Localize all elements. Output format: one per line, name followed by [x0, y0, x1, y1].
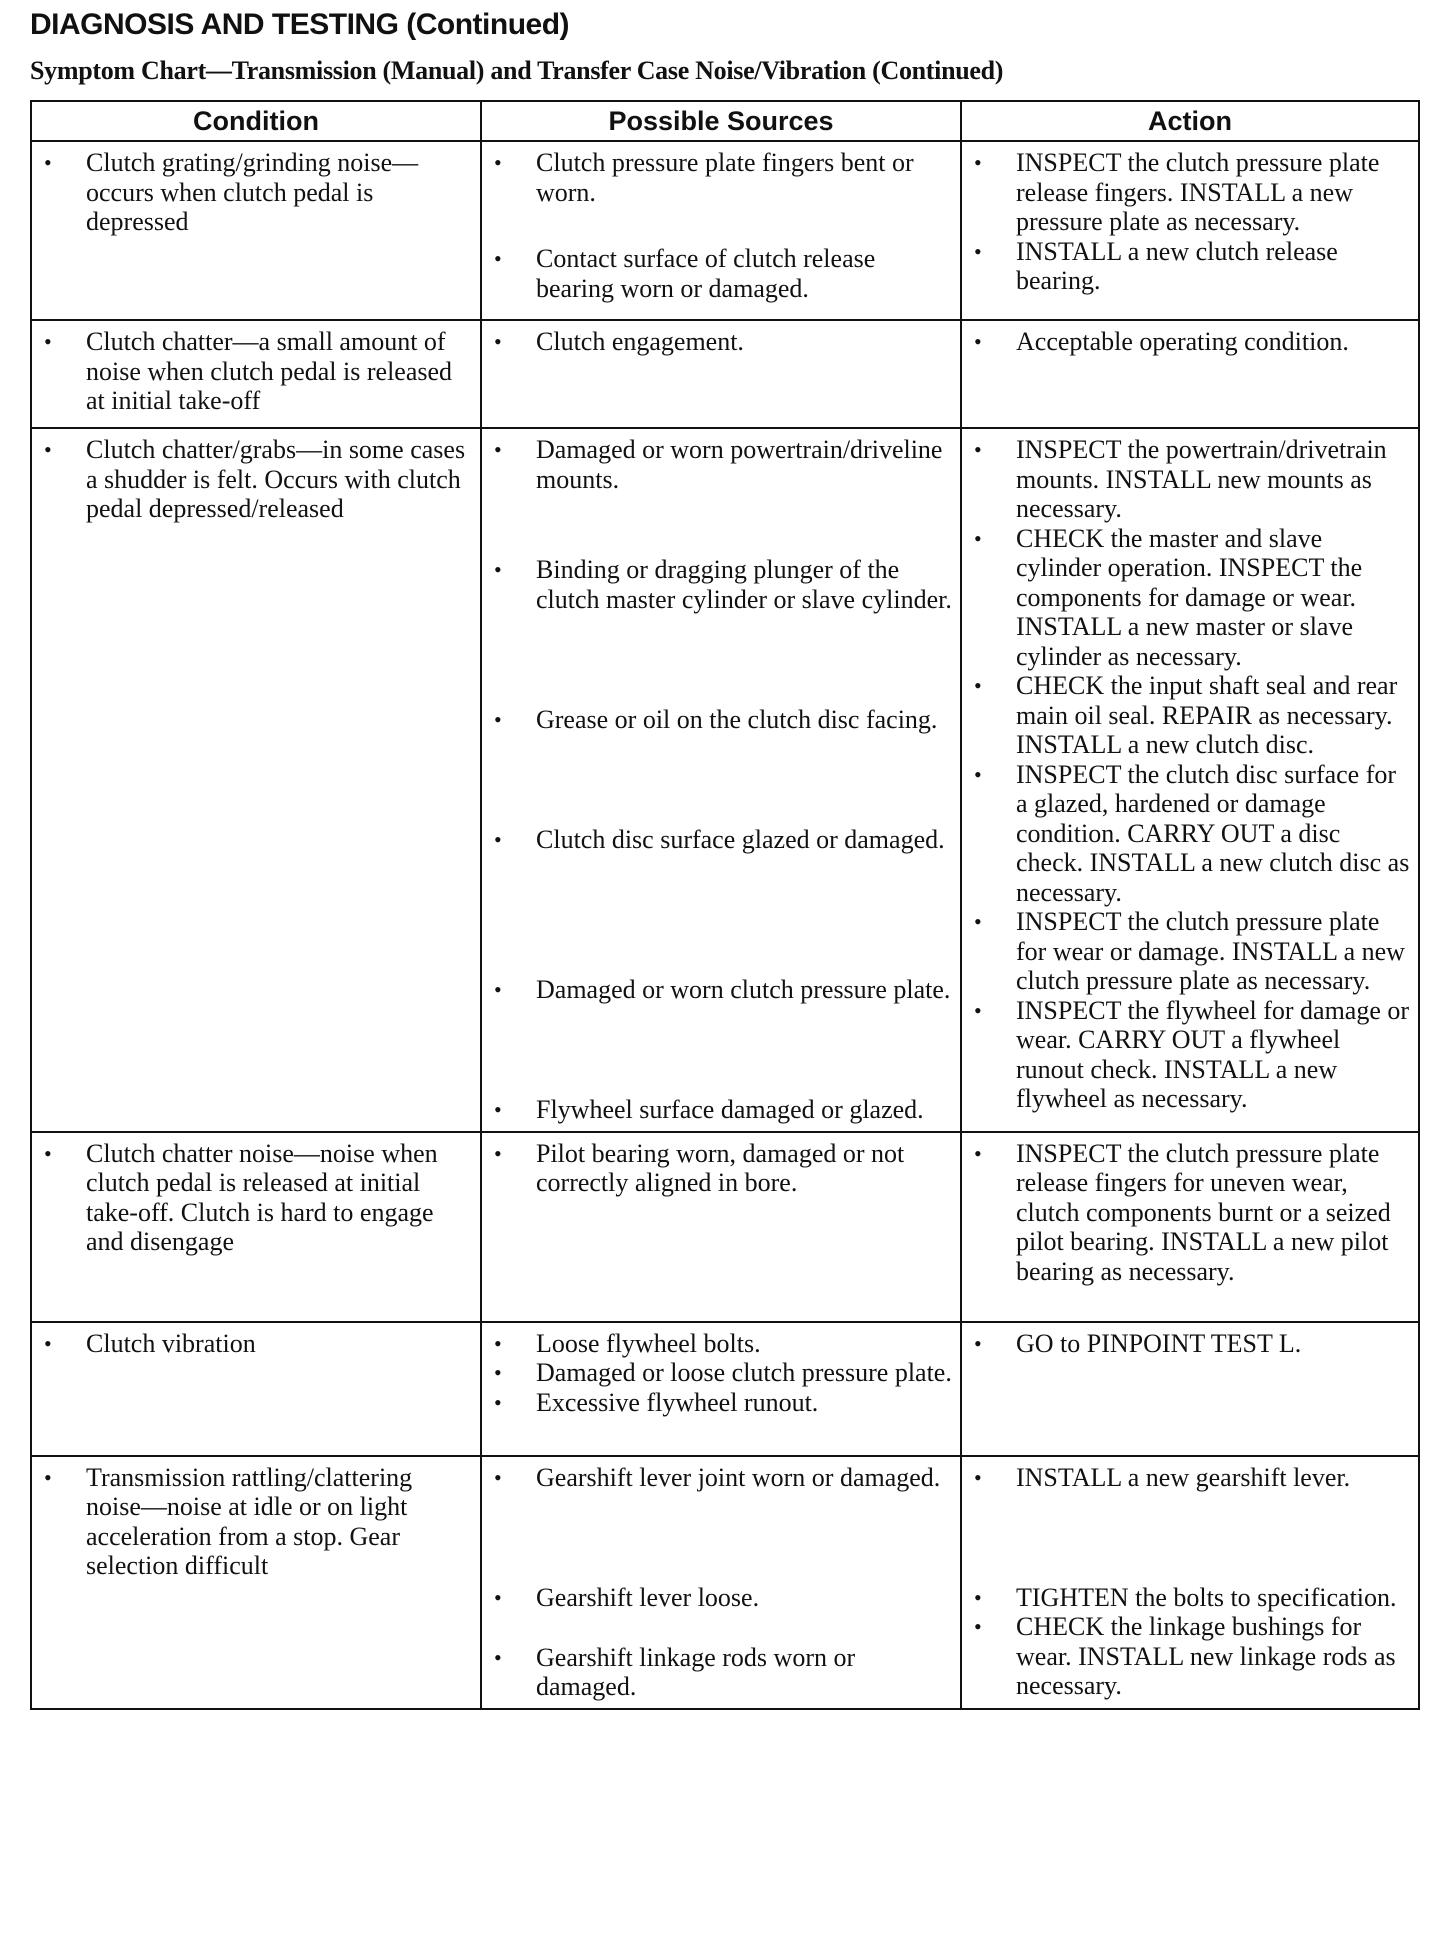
table-row: [31, 320, 1419, 428]
table-row: [31, 1456, 1419, 1709]
sources-cell: [481, 1322, 961, 1456]
action-item: • CHECK the master and slave cylinder operation. INSPECT the components for damage or wear. INSTALL a new master or slave cylinder as necessary.: [970, 524, 1410, 672]
action-item: • Acceptable operating condition.: [970, 327, 1410, 357]
condition-cell: [31, 1456, 481, 1709]
condition-cell: [31, 141, 481, 320]
sources-cell: [481, 1456, 961, 1709]
action-cell: [961, 320, 1419, 428]
source-item: • Damaged or loose clutch pressure plate.: [490, 1358, 952, 1388]
action-item: • INSPECT the clutch pressure plate for wear or damage. INSTALL a new clutch pressure plate as necessary.: [970, 907, 1410, 996]
source-item: • Gearshift lever joint worn or damaged.: [490, 1463, 952, 1583]
action-item: • INSPECT the flywheel for damage or wear. CARRY OUT a flywheel runout check. INSTALL a new flywheel as necessary.: [970, 996, 1410, 1114]
source-item: • Clutch disc surface glazed or damaged.: [490, 825, 952, 975]
action-item: • CHECK the input shaft seal and rear main oil seal. REPAIR as necessary. INSTALL a new clutch disc.: [970, 671, 1410, 760]
condition-cell: [31, 320, 481, 428]
action-item: • INSPECT the powertrain/drivetrain mounts. INSTALL new mounts as necessary.: [970, 435, 1410, 524]
source-item: • Clutch pressure plate fingers bent or worn.: [490, 148, 952, 244]
action-cell: [961, 1322, 1419, 1456]
action-item: • GO to PINPOINT TEST L.: [970, 1329, 1410, 1359]
sources-cell: [481, 428, 961, 1132]
action-item: • INSTALL a new clutch release bearing.: [970, 237, 1410, 296]
column-header-sources: Possible Sources: [481, 101, 961, 141]
source-item: • Damaged or worn clutch pressure plate.: [490, 975, 952, 1095]
source-item: • Loose flywheel bolts.: [490, 1329, 952, 1359]
action-cell: [961, 1456, 1419, 1709]
condition-cell: [31, 428, 481, 1132]
column-header-condition: Condition: [31, 101, 481, 141]
action-cell: [961, 141, 1419, 320]
source-item: • Gearshift linkage rods worn or damaged.: [490, 1643, 952, 1702]
table-row: [31, 141, 1419, 320]
sources-cell: [481, 1132, 961, 1322]
action-item: • INSPECT the clutch pressure plate release fingers for uneven wear, clutch components burnt or a seized pilot bearing. INSTALL a new pilot bearing as necessary.: [970, 1139, 1410, 1287]
table-row: [31, 428, 1419, 1132]
table-row: [31, 1322, 1419, 1456]
column-header-action: Action: [961, 101, 1419, 141]
source-item: • Pilot bearing worn, damaged or not correctly aligned in bore.: [490, 1139, 952, 1198]
action-cell: [961, 1132, 1419, 1322]
source-item: • Contact surface of clutch release bearing worn or damaged.: [490, 244, 952, 303]
source-item: • Flywheel surface damaged or glazed.: [490, 1095, 952, 1125]
source-item: • Clutch engagement.: [490, 327, 952, 357]
condition-text: • Transmission rattling/clattering noise—noise at idle or on light acceleration from a stop. Gear selection difficult: [40, 1463, 472, 1581]
source-item: • Damaged or worn powertrain/driveline mounts.: [490, 435, 952, 555]
section-heading: DIAGNOSIS AND TESTING (Continued): [30, 8, 570, 41]
action-item: • INSPECT the clutch disc surface for a glazed, hardened or damage condition. CARRY OUT a disc check. INSTALL a new clutch disc as necessary.: [970, 760, 1410, 908]
source-item: • Gearshift lever loose.: [490, 1583, 952, 1643]
condition-cell: [31, 1322, 481, 1456]
condition-text: • Clutch chatter/grabs—in some cases a shudder is felt. Occurs with clutch pedal depressed/released: [40, 435, 472, 524]
source-item: • Grease or oil on the clutch disc facing.: [490, 705, 952, 825]
condition-cell: [31, 1132, 481, 1322]
condition-text: • Clutch chatter noise—noise when clutch pedal is released at initial take-off. Clutch is hard to engage and disengage: [40, 1139, 472, 1257]
condition-text: • Clutch vibration: [40, 1329, 472, 1359]
source-item: • Binding or dragging plunger of the clutch master cylinder or slave cylinder.: [490, 555, 952, 705]
action-cell: [961, 428, 1419, 1132]
action-item: • INSPECT the clutch pressure plate release fingers. INSTALL a new pressure plate as necessary.: [970, 148, 1410, 237]
header-row: [31, 101, 1419, 141]
chart-title: Symptom Chart—Transmission (Manual) and Transfer Case Noise/Vibration (Continued): [30, 56, 1004, 85]
source-item: • Excessive flywheel runout.: [490, 1388, 952, 1418]
action-item: • CHECK the linkage bushings for wear. INSTALL new linkage rods as necessary.: [970, 1612, 1410, 1701]
condition-text: • Clutch grating/grinding noise—occurs when clutch pedal is depressed: [40, 148, 472, 237]
condition-text: • Clutch chatter—a small amount of noise when clutch pedal is released at initial take-off: [40, 327, 472, 416]
sources-cell: [481, 320, 961, 428]
symptom-chart-table: [30, 100, 1420, 1710]
sources-cell: [481, 141, 961, 320]
action-item: • TIGHTEN the bolts to specification.: [970, 1583, 1410, 1613]
table-row: [31, 1132, 1419, 1322]
action-item: • INSTALL a new gearshift lever.: [970, 1463, 1410, 1583]
